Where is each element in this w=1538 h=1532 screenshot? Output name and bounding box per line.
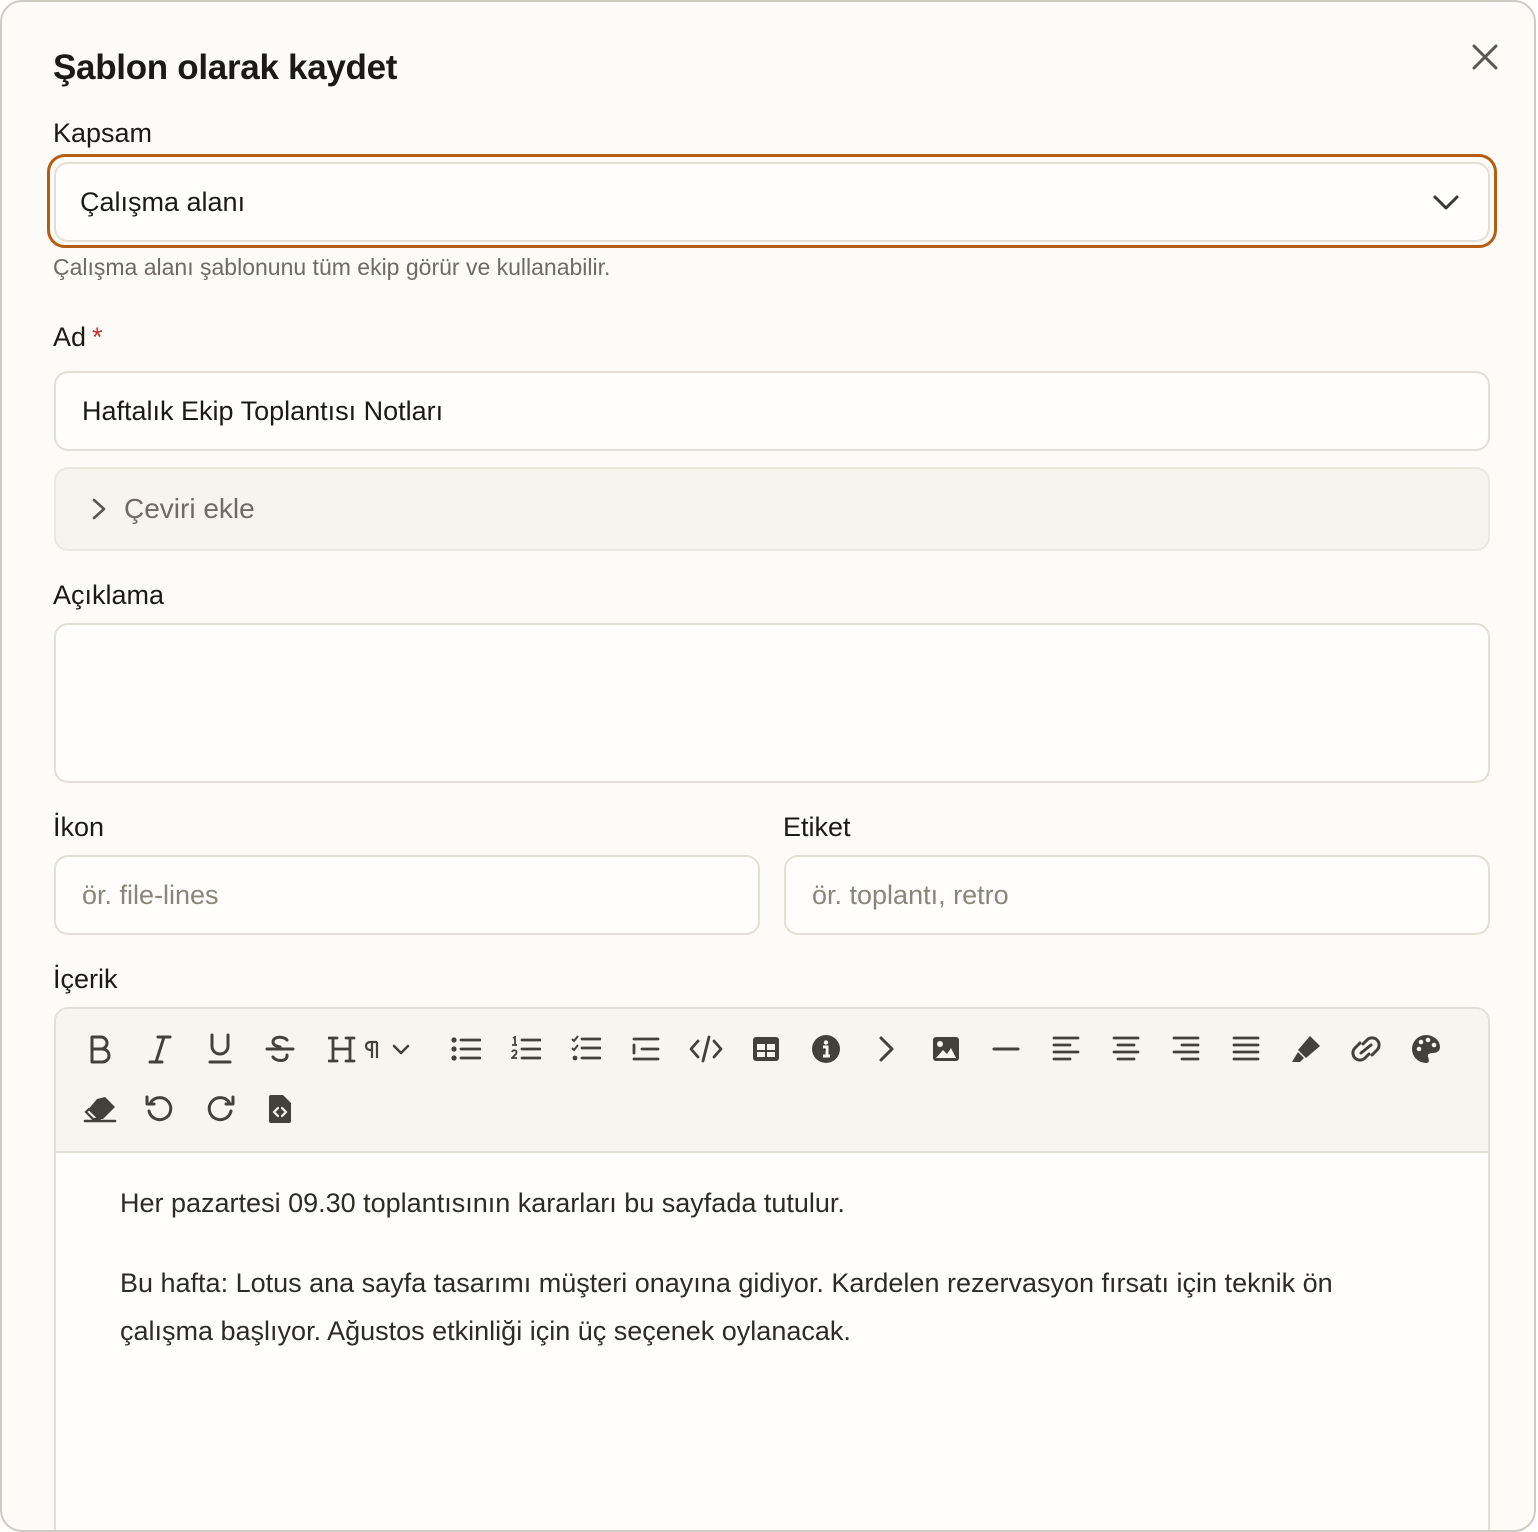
tag-field[interactable] bbox=[784, 855, 1490, 935]
italic-icon bbox=[148, 1034, 172, 1064]
bold-icon bbox=[88, 1034, 112, 1064]
details-button[interactable] bbox=[866, 1029, 906, 1069]
underline-icon bbox=[207, 1033, 233, 1065]
name-field[interactable] bbox=[54, 371, 1490, 451]
align-right-button[interactable] bbox=[1166, 1029, 1206, 1069]
undo-button[interactable] bbox=[140, 1089, 180, 1129]
scope-help-text: Çalışma alanı şablonunu tüm ekip görür ve kullanabilir. bbox=[53, 254, 611, 280]
strikethrough-button[interactable] bbox=[260, 1029, 300, 1069]
name-input[interactable] bbox=[80, 395, 1422, 428]
undo-icon bbox=[145, 1094, 175, 1124]
highlighter-icon bbox=[1290, 1034, 1322, 1064]
add-translation-label: Çeviri ekle bbox=[124, 493, 255, 524]
task-list-button[interactable] bbox=[566, 1029, 606, 1069]
align-left-icon bbox=[1052, 1036, 1080, 1062]
source-code-button[interactable] bbox=[260, 1089, 300, 1129]
palette-icon bbox=[1411, 1034, 1441, 1064]
redo-button[interactable] bbox=[200, 1089, 240, 1129]
horizontal-rule-button[interactable] bbox=[986, 1029, 1026, 1069]
heading-icon bbox=[328, 1034, 420, 1064]
content-paragraph-1: Her pazartesi 09.30 toplantısının kararları bu sayfada tutulur. bbox=[120, 1188, 845, 1218]
editor-toolbar bbox=[56, 1009, 1488, 1153]
clear-format-button[interactable] bbox=[80, 1089, 120, 1129]
file-code-icon bbox=[268, 1094, 292, 1124]
icon-input[interactable] bbox=[80, 879, 728, 912]
link-icon bbox=[1349, 1036, 1383, 1062]
indent-button[interactable] bbox=[626, 1029, 666, 1069]
align-justify-icon bbox=[1232, 1036, 1260, 1062]
underline-button[interactable] bbox=[200, 1029, 240, 1069]
task-list-icon bbox=[571, 1035, 601, 1063]
required-mark: * bbox=[92, 322, 103, 352]
tag-label: Etiket bbox=[783, 812, 851, 842]
scope-select-value: Çalışma alanı bbox=[80, 186, 246, 217]
highlight-button[interactable] bbox=[1286, 1029, 1326, 1069]
editor-content[interactable] bbox=[120, 1179, 1420, 1387]
scope-select[interactable] bbox=[54, 162, 1490, 242]
align-right-icon bbox=[1172, 1036, 1200, 1062]
color-button[interactable] bbox=[1406, 1029, 1446, 1069]
bold-button[interactable] bbox=[80, 1029, 120, 1069]
icon-field[interactable] bbox=[54, 855, 760, 935]
strikethrough-icon bbox=[265, 1034, 295, 1064]
align-justify-button[interactable] bbox=[1226, 1029, 1266, 1069]
name-label bbox=[53, 322, 103, 353]
chevron-down-icon bbox=[1432, 188, 1460, 216]
align-center-button[interactable] bbox=[1106, 1029, 1146, 1069]
redo-icon bbox=[205, 1094, 235, 1124]
code-button[interactable] bbox=[686, 1029, 726, 1069]
scope-label: Kapsam bbox=[53, 118, 153, 148]
description-label: Açıklama bbox=[53, 580, 165, 610]
table-button[interactable] bbox=[746, 1029, 786, 1069]
info-icon bbox=[811, 1034, 841, 1064]
ordered-list-button[interactable] bbox=[506, 1029, 546, 1069]
code-icon bbox=[689, 1035, 723, 1063]
link-button[interactable] bbox=[1346, 1029, 1386, 1069]
chevron-right-icon bbox=[90, 497, 108, 521]
eraser-icon bbox=[83, 1095, 117, 1123]
align-left-button[interactable] bbox=[1046, 1029, 1086, 1069]
bullet-list-icon bbox=[451, 1036, 481, 1062]
table-icon bbox=[752, 1036, 780, 1062]
dialog-title: Şablon olarak kaydet bbox=[53, 48, 398, 87]
image-button[interactable] bbox=[926, 1029, 966, 1069]
rich-text-editor[interactable] bbox=[54, 1007, 1490, 1532]
name-label-text: Ad bbox=[53, 322, 87, 352]
info-button[interactable] bbox=[806, 1029, 846, 1069]
indent-icon bbox=[632, 1036, 660, 1062]
icon-label: İkon bbox=[53, 812, 105, 842]
heading-dropdown[interactable] bbox=[326, 1029, 422, 1069]
ordered-list-icon bbox=[511, 1035, 541, 1063]
description-textarea[interactable] bbox=[54, 623, 1490, 783]
chevron-right-icon bbox=[876, 1035, 896, 1063]
content-paragraph-2: Bu hafta: Lotus ana sayfa tasarımı müşteri onayına gidiyor. Kardelen rezervasyon fırsatı için teknik ön çalışma başlıyor. Ağustos etkinliği için üç seçenek oylanacak. bbox=[120, 1268, 1333, 1346]
bullet-list-button[interactable] bbox=[446, 1029, 486, 1069]
align-center-icon bbox=[1112, 1036, 1140, 1062]
close-icon bbox=[1472, 44, 1498, 70]
add-translation-toggle[interactable] bbox=[54, 467, 1490, 551]
content-label: İçerik bbox=[53, 964, 118, 994]
tag-input[interactable] bbox=[810, 879, 1458, 912]
close-button[interactable] bbox=[1464, 36, 1506, 78]
image-icon bbox=[932, 1036, 960, 1062]
italic-button[interactable] bbox=[140, 1029, 180, 1069]
horizontal-rule-icon bbox=[992, 1046, 1020, 1052]
